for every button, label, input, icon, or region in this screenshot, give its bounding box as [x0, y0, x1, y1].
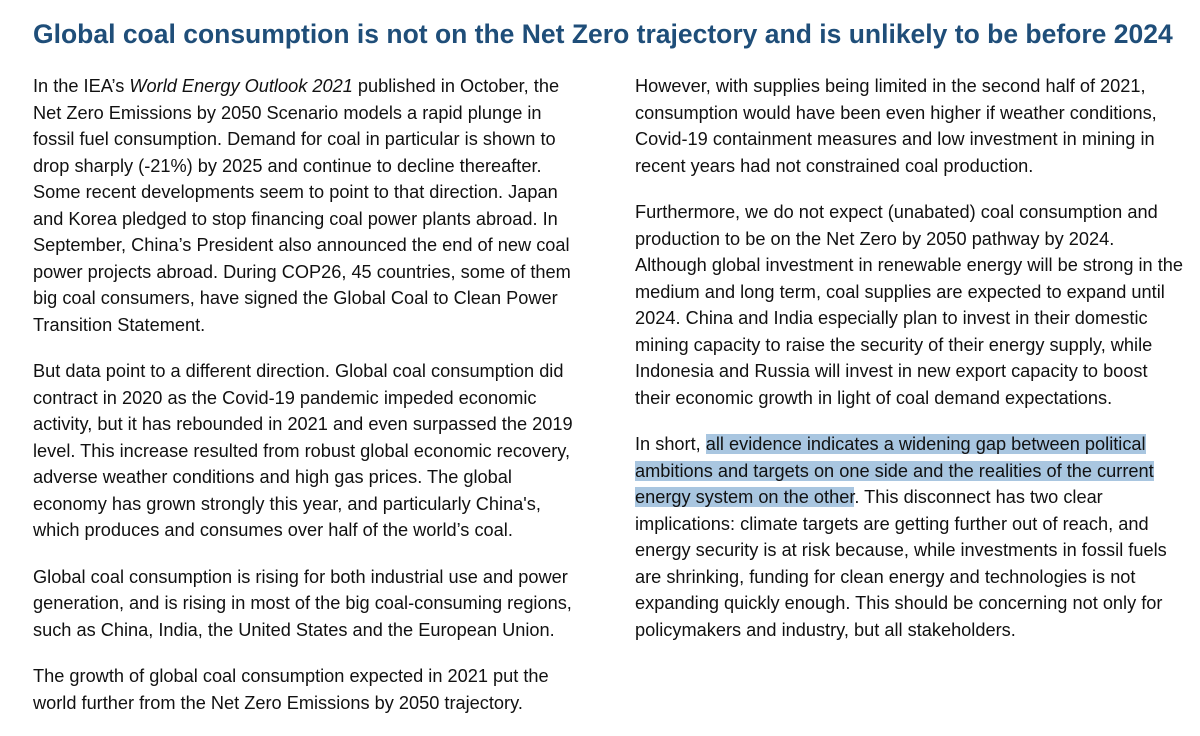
page-title: Global coal consumption is not on the Net Zero trajectory and is unlikely to be before 2024 [33, 19, 1173, 49]
text-line: September, China’s President also announced the end of new coal [33, 235, 570, 255]
text-line [635, 458, 1190, 485]
left-paragraph-4 [33, 663, 593, 716]
text-line: their economic growth in light of coal demand expectations. [635, 387, 1113, 408]
text-line [635, 431, 1190, 458]
text-line: are shrinking, funding for clean energy and technologies is not [635, 566, 1136, 587]
left-column [33, 73, 593, 736]
text-run: . This disconnect has two clear [854, 487, 1103, 507]
right-column [635, 73, 1190, 663]
right-paragraph-3 [635, 431, 1190, 643]
text-line: adverse weather conditions and high gas prices. The global [33, 467, 512, 487]
text-line: However, with supplies being limited in the second half of 2021, [635, 76, 1146, 96]
text-line: implications: climate targets are getting further out of reach, and [635, 513, 1149, 534]
right-paragraph-1 [635, 73, 1190, 179]
text-run: published in October, the [352, 76, 560, 96]
text-line: economy has grown strongly this year, and particularly China's, [33, 493, 541, 514]
text-run: In short, [635, 434, 706, 454]
text-line: Transition Statement. [33, 314, 206, 335]
right-paragraph-2 [635, 199, 1190, 411]
text-line: Some recent developments seem to point to that direction. Japan [33, 182, 558, 202]
text-line: But data point to a different direction. Global coal consumption did [33, 361, 564, 381]
left-paragraph-1 [33, 73, 593, 338]
text-line: big coal consumers, have signed the Global Coal to Clean Power [33, 288, 558, 308]
left-paragraph-2 [33, 358, 593, 544]
text-line: policymakers and industry, but all stakeholders. [635, 619, 1016, 640]
text-line: contract in 2020 as the Covid-19 pandemic impeded economic [33, 387, 537, 408]
text-line: Global coal consumption is rising for both industrial use and power [33, 566, 568, 587]
text-line: The growth of global coal consumption expected in 2021 put the [33, 666, 549, 686]
text-line: generation, and is rising in most of the big coal-consuming regions, [33, 593, 572, 613]
text-line: recent years had not constrained coal production. [635, 155, 1034, 176]
text-line: consumption would have been even higher if weather conditions, [635, 102, 1157, 123]
text-line: and Korea pledged to stop financing coal power plants abroad. In [33, 208, 558, 229]
text-line: medium and long term, coal supplies are expected to expand until [635, 281, 1165, 302]
text-line: drop sharply (-21%) by 2025 and continue to decline thereafter. [33, 155, 542, 176]
text-line: world further from the Net Zero Emissions by 2050 trajectory. [33, 692, 523, 713]
report-title-italic: World Energy Outlook 2021 [129, 76, 353, 96]
text-line: which produces and consumes over half of the world’s coal. [33, 520, 513, 540]
text-line: 2024. China and India especially plan to invest in their domestic [635, 308, 1148, 328]
text-line: Indonesia and Russia will invest in new export capacity to boost [635, 361, 1148, 381]
text-line: energy security is at risk because, while investments in fossil fuels [635, 540, 1167, 560]
text-line: Although global investment in renewable energy will be strong in the [635, 255, 1183, 275]
text-run: In the IEA’s [33, 76, 130, 96]
highlighted-text: energy system on the other [635, 487, 855, 507]
text-line: mining capacity to raise the security of their energy supply, while [635, 334, 1153, 355]
text-line: production to be on the Net Zero by 2050 pathway by 2024. [635, 228, 1115, 249]
text-line [635, 484, 1190, 511]
highlighted-text: ambitions and targets on one side and the realities of the current [635, 460, 1154, 481]
text-line: level. This increase resulted from robust global economic recovery, [33, 440, 571, 461]
left-paragraph-3 [33, 564, 593, 644]
text-line: Furthermore, we do not expect (unabated) coal consumption and [635, 202, 1158, 222]
text-line: Net Zero Emissions by 2050 Scenario models a rapid plunge in [33, 102, 542, 123]
text-line [33, 73, 593, 100]
text-line: power projects abroad. During COP26, 45 countries, some of them [33, 261, 571, 282]
text-line: expanding quickly enough. This should be concerning not only for [635, 593, 1163, 613]
text-line: such as China, India, the United States and the European Union. [33, 619, 555, 640]
text-line: activity, but it has rebounded in 2021 and even surpassed the 2019 [33, 414, 573, 434]
text-line: Covid-19 containment measures and low investment in mining in [635, 129, 1155, 149]
highlighted-text: all evidence indicates a widening gap between political [705, 434, 1146, 454]
text-line: fossil fuel consumption. Demand for coal in particular is shown to [33, 129, 556, 149]
